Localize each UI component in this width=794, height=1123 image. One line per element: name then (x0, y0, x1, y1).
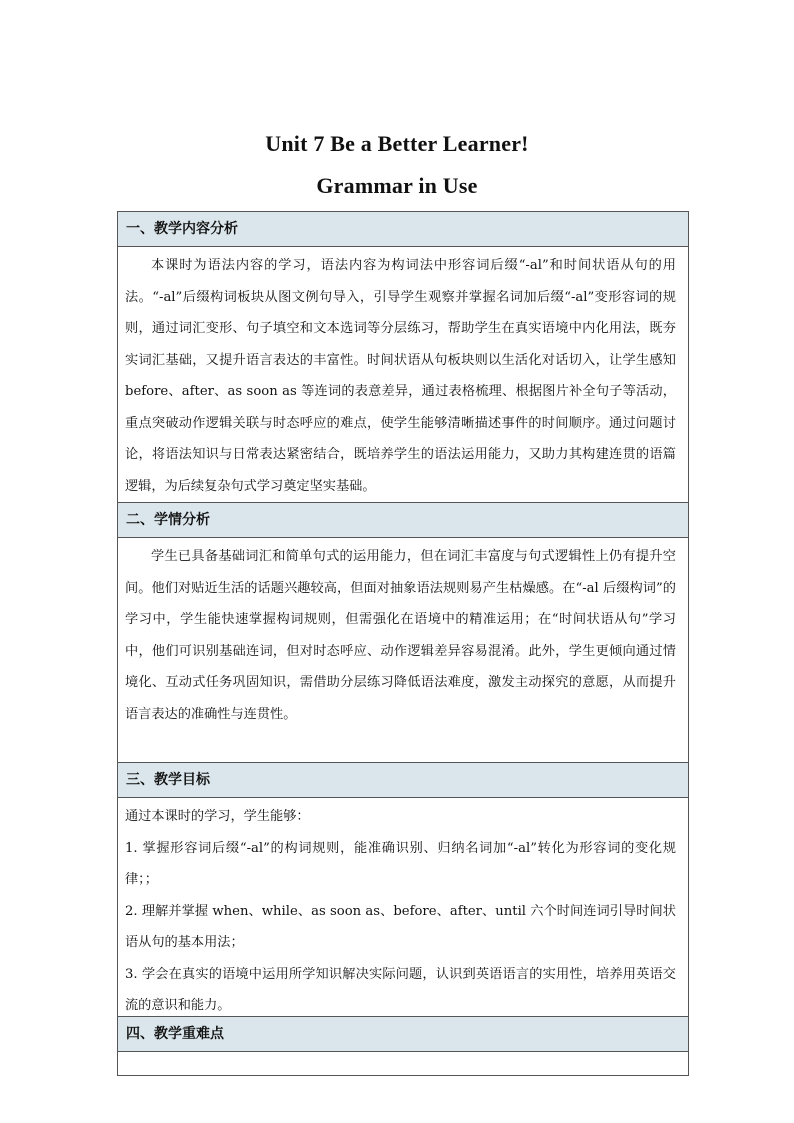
section-body-teaching-objectives (118, 798, 688, 1017)
paragraph: 学生已具备基础词汇和简单句式的运用能力，但在词汇丰富度与句式逻辑性上仍有提升空间。他们对贴近生活的话题兴趣较高，但面对抽象语法规则易产生枯燥感。在“-al 后缀构词”的学习中，学生能快速掌握构词规则，但需强化在语境中的精准运用；在“时间状语从句”学习中，他们可识别基础连词，但对时态呼应、动作逻辑差异容易混淆。此外，学生更倾向通过情境化、互动式任务巩固知识，需借助分层练习降低语法难度，激发主动探究的意愿，从而提升语言表达的准确性与连贯性。 (125, 549, 676, 722)
section-heading-content-analysis: 一、教学内容分析 (118, 212, 688, 247)
objective-item-2: 2. 理解并掌握 when、while、as soon as、before、after、until 六个时间连词引导时间状语从句的基本用法； (125, 903, 676, 950)
objective-item-1: 1. 掌握形容词后缀“-al”的构词规则，能准确识别、归纳名词加“-al”转化为形容词的变化规律；； (125, 840, 676, 887)
document-subtitle: Grammar in Use (316, 173, 478, 198)
section-heading-key-difficulties: 四、教学重难点 (118, 1017, 688, 1052)
section-body-student-analysis (118, 538, 688, 763)
document-title: Unit 7 Be a Better Learner! (265, 131, 529, 156)
lesson-plan-table (117, 211, 689, 1076)
paragraph: 本课时为语法内容的学习，语法内容为构词法中形容词后缀“-al”和时间状语从句的用法。“-al”后缀构词板块从图文例句导入，引导学生观察并掌握名词加后缀“-al”变形容词的规则，通过词汇变形、句子填空和文本选词等分层练习，帮助学生在真实语境中内化用法，既夯实词汇基础，又提升语言表达的丰富性。时间状语从句板块则以生活化对话切入，让学生感知 before、after、as soon as 等连词的表意差异，通过表格梳理、根据图片补全句子等活动，重点突破动作逻辑关联与时态呼应的难点，使学生能够清晰描述事件的时间顺序。通过问题讨论，将语法知识与日常表达紧密结合，既培养学生的语法运用能力，又助力其构建连贯的语篇逻辑，为后续复杂句式学习奠定坚实基础。 (125, 258, 676, 494)
objective-item-3: 3. 学会在真实的语境中运用所学知识解决实际问题，认识到英语语言的实用性，培养用英语交流的意识和能力。 (125, 966, 676, 1013)
section-heading-teaching-objectives: 三、教学目标 (118, 763, 688, 798)
section-body-content-analysis (118, 247, 688, 503)
section-heading-student-analysis: 二、学情分析 (118, 503, 688, 538)
section-body-key-difficulties (118, 1052, 688, 1075)
objectives-intro: 通过本课时的学习，学生能够： (125, 809, 310, 824)
